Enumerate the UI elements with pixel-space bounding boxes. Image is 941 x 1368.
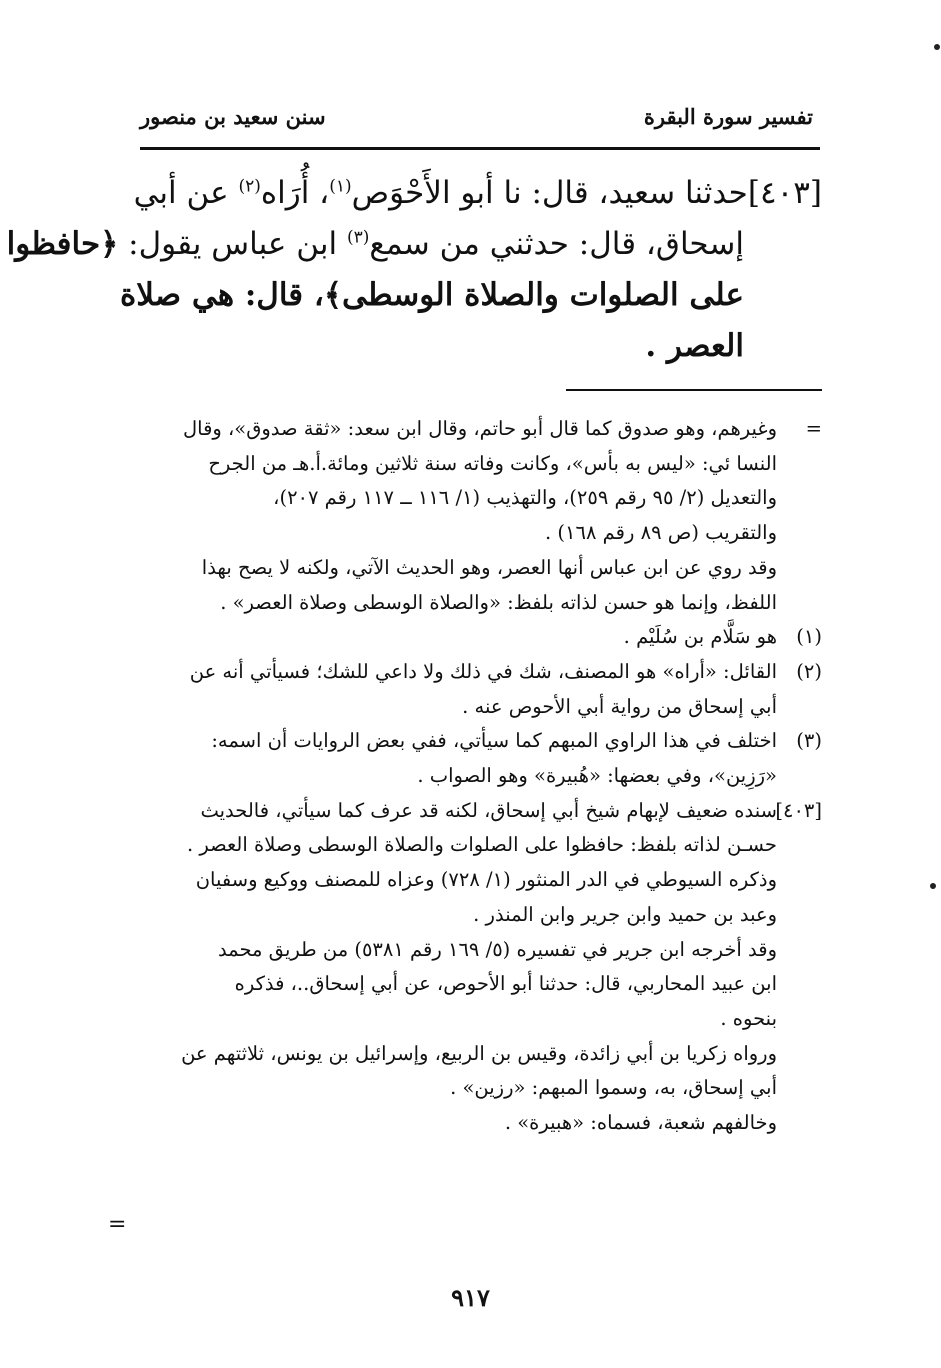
footnote-text: وغيرهم، وهو صدوق كما قال أبو حاتم، وقال ابن سعد: «ثقة صدوق»، وقال bbox=[182, 417, 777, 440]
footnote-line: ابن عبيد المحاربي، قال: حدثنا أبو الأحوص، عن أبي إسحاق..، فذكره bbox=[234, 972, 777, 996]
footnote-3-marker: (٣) bbox=[796, 729, 822, 753]
takhrij-marker: [٤٠٣] bbox=[775, 798, 822, 822]
footnote-2 bbox=[128, 655, 822, 690]
hadith-line-1 bbox=[130, 168, 822, 219]
footnote-text: اختلف في هذا الراوي المبهم كما سيأتي، ففي بعض الروايات أن اسمه: bbox=[211, 729, 777, 753]
footnote-line: أبي إسحاق من رواية أبي الأحوص عنه . bbox=[462, 694, 777, 718]
footnote-line: اللفظ، وإنما هو حسن لذاته بلفظ: «والصلاة الوسطى وصلاة العصر» . bbox=[220, 590, 777, 614]
footnote-line: والتقريب (ص ٨٩ رقم ١٦٨) . bbox=[545, 521, 777, 545]
footnote-line: وذكره السيوطي في الدر المنثور (١/ ٧٢٨) وعزاه للمصنف ووكيع وسفيان bbox=[195, 868, 777, 892]
footnote-line: وخالفهم شعبة، فسماه: «هبيرة» . bbox=[504, 1111, 777, 1135]
footnote-text: هو سَلَّام بن سُلَيْم . bbox=[623, 625, 777, 649]
hadith-text-segment: ابن عباس يقول: bbox=[118, 226, 347, 262]
header-rule bbox=[140, 147, 820, 150]
hadith-text-segment: عن أبي bbox=[133, 175, 239, 211]
footnote-line: أبي إسحاق، به، وسموا المبهم: «رزين» . bbox=[450, 1076, 777, 1100]
footnote-ref-2: (٢) bbox=[238, 176, 261, 197]
scan-speck bbox=[934, 44, 940, 50]
hadith-line-3: على الصلوات والصلاة الوسطى﴾، قال: هي صلاة bbox=[120, 277, 744, 313]
footnote-ref-1: (١) bbox=[329, 176, 352, 197]
running-header-book: سنن سعيد بن منصور bbox=[140, 104, 326, 129]
continues-next-page-marker: = bbox=[108, 1212, 127, 1237]
footnote-line bbox=[128, 412, 822, 447]
hadith-number: [٤٠٣] bbox=[747, 175, 822, 211]
footnote-1-marker: (١) bbox=[796, 625, 822, 649]
footnote-2-marker: (٢) bbox=[796, 659, 822, 683]
footnote-1 bbox=[128, 620, 822, 655]
scan-speck bbox=[930, 883, 936, 889]
footnote-text: سنده ضعيف لإبهام شيخ أبي إسحاق، لكنه قد عرف كما سيأتي، فالحديث bbox=[200, 798, 777, 822]
footnote-line: حسـن لذاته بلفظ: حافظوا على الصلوات والصلاة الوسطى وصلاة العصر . bbox=[186, 833, 777, 857]
hadith-line-2 bbox=[6, 219, 822, 270]
running-header-chapter: تفسير سورة البقرة bbox=[643, 104, 813, 129]
hadith-text bbox=[6, 168, 822, 372]
page-number: ٩١٧ bbox=[451, 1283, 490, 1312]
footnote-3 bbox=[128, 724, 822, 759]
footnote-line: بنحوه . bbox=[720, 1006, 777, 1030]
continuation-marker: = bbox=[805, 417, 822, 440]
hadith-line-4: العصر . bbox=[645, 328, 744, 364]
footnote-rule bbox=[566, 389, 822, 391]
footnote-line: ورواه زكريا بن أبي زائدة، وقيس بن الربيع، وإسرائيل بن يونس، ثلاثتهم عن bbox=[181, 1041, 777, 1065]
footnote-line: وعبد بن حميد وابن جرير وابن المنذر . bbox=[473, 902, 777, 926]
takhrij-403 bbox=[128, 794, 822, 829]
footnote-ref-3: (٣) bbox=[346, 227, 370, 248]
hadith-text-segment: حدثنا سعيد، قال: نا أبو الأَحْوَص bbox=[351, 175, 748, 211]
hadith-text-segment: ، أُرَاه bbox=[260, 175, 330, 211]
footnote-text: القائل: «أراه» هو المصنف، شك في ذلك ولا داعي للشك؛ فسيأتي أنه عن bbox=[189, 659, 777, 683]
footnote-line: وقد روي عن ابن عباس أنها العصر، وهو الحديث الآتي، ولكنه لا يصح بهذا bbox=[201, 555, 777, 579]
footnote-line: «رَزِين»، وفي بعضها: «هُبيرة» وهو الصواب . bbox=[417, 764, 777, 788]
footnote-line: وقد أخرجه ابن جرير في تفسيره (٥/ ١٦٩ رقم ٥٣٨١) من طريق محمد bbox=[217, 937, 777, 961]
footnote-line: والتعديل (٢/ ٩٥ رقم ٢٥٩)، والتهذيب (١/ ١١٦ ــ ١١٧ رقم ٢٠٧)، bbox=[273, 486, 777, 510]
quran-quote: ﴿حافظوا bbox=[6, 226, 119, 262]
footnotes bbox=[128, 412, 822, 1141]
footnote-line: النسا ئي: «ليس به بأس»، وكانت وفاته سنة ثلاثين ومائة.أ.هـ من الجرح bbox=[208, 451, 777, 475]
hadith-text-segment: إسحاق، قال: حدثني من سمع bbox=[369, 226, 744, 262]
